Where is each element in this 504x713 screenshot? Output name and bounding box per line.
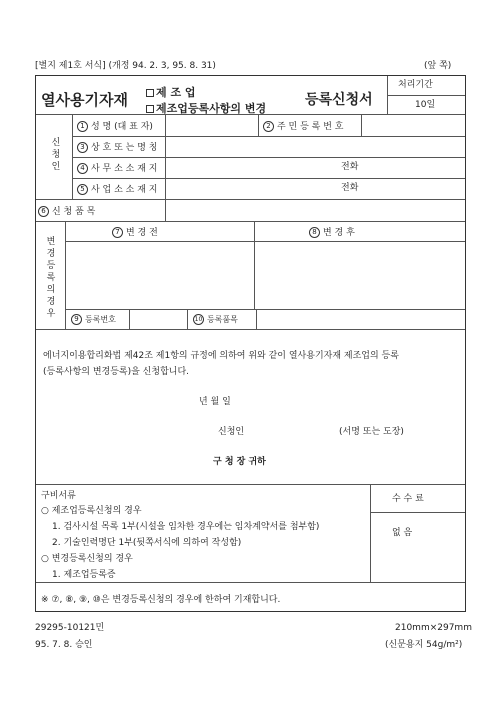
documents-title: 구비서류 xyxy=(41,491,76,501)
option-manufacture: 제 조 업 xyxy=(146,84,196,100)
registration-number-field[interactable] xyxy=(130,310,186,328)
form-number: [별지 제1호 서식] (개정 94. 2. 3, 95. 8. 31) xyxy=(35,61,216,71)
documents-change-header: ○ 변경등록신청의 경우 xyxy=(41,554,133,564)
documents-new-header: ○ 제조업등록신청의 경우 xyxy=(41,506,142,516)
processing-period-label: 처리기간 xyxy=(398,80,433,90)
recipient: 구 청 장 귀하 xyxy=(213,457,266,467)
checkbox-icon xyxy=(146,105,154,113)
option-change: 제조업등록사항의 변경 xyxy=(146,100,266,116)
workplace-phone-label: 전화 xyxy=(341,183,359,193)
sign-or-seal: (서명 또는 도장) xyxy=(339,427,404,437)
before-change-field[interactable] xyxy=(66,242,253,308)
name-label: 1 성 명 (대 표 자) xyxy=(77,121,153,132)
footer-size: 210mm×297mm xyxy=(395,623,472,633)
company-label: 3 상 호 또 는 명 칭 xyxy=(77,142,157,153)
form-title-suffix: 등록신청서 xyxy=(305,92,373,108)
form-title-main: 열사용기자재 xyxy=(41,91,128,109)
fee-label: 수 수 료 xyxy=(392,494,424,504)
name-field[interactable] xyxy=(166,115,257,135)
documents-new-item-2: 2. 기술인력명단 1부(뒷쪽서식에 의하여 작성함) xyxy=(52,538,242,548)
office-phone-label: 전화 xyxy=(341,162,359,172)
after-change-field[interactable] xyxy=(255,242,464,308)
declaration-line-1: 에너지이용합리화법 제42조 제1항의 규정에 의하여 위와 같이 열사용기자재 제조업의 등록 xyxy=(43,351,399,361)
footer-approved: 95. 7. 8. 승인 xyxy=(35,640,93,650)
documents-new-item-1: 1. 검사시설 목록 1부(시설을 임차한 경우에는 임차계약서를 첨부함) xyxy=(52,522,320,532)
resident-id-label: 2 주 민 등 록 번 호 xyxy=(263,121,343,132)
footer-paper: (신문용지 54g/m²) xyxy=(385,640,463,650)
before-change-label: 7 변 경 전 xyxy=(112,227,158,238)
change-group-label: 변경등록의경우 xyxy=(46,237,56,319)
checkbox-icon xyxy=(146,89,154,97)
processing-period-value: 10일 xyxy=(415,100,436,110)
applicant-group-label: 신청인 xyxy=(51,138,61,172)
after-change-label: 8 변 경 후 xyxy=(309,227,355,238)
date-line: 년 월 일 xyxy=(199,397,231,407)
resident-id-field[interactable] xyxy=(362,115,464,135)
applicant-sign-label: 신청인 xyxy=(218,427,245,437)
registered-item-label: 10 등록품목 xyxy=(194,315,238,324)
item-field[interactable] xyxy=(166,200,464,220)
workplace-address-field[interactable] xyxy=(166,179,464,198)
registration-number-label: 9 등록번호 xyxy=(71,314,116,325)
documents-change-item-1: 1. 제조업등록증 xyxy=(52,570,116,580)
fee-value: 없 음 xyxy=(392,528,413,538)
registered-item-field[interactable] xyxy=(257,310,464,328)
workplace-address-label: 5 사 업 소 소 재 지 xyxy=(77,184,157,195)
declaration-line-2: (등록사항의 변경등록)을 신청합니다. xyxy=(43,367,190,377)
footer-code: 29295-10121민 xyxy=(35,623,105,633)
item-label: 6 신 청 품 목 xyxy=(38,206,95,217)
office-address-label: 4 사 무 소 소 재 지 xyxy=(77,163,157,174)
company-field[interactable] xyxy=(166,137,464,156)
page-side: (앞 쪽) xyxy=(424,61,452,71)
note: ※ ⑦, ⑧, ⑨, ⑩은 변경등록신청의 경우에 한하여 기재합니다. xyxy=(41,595,281,605)
office-address-field[interactable] xyxy=(166,158,464,177)
